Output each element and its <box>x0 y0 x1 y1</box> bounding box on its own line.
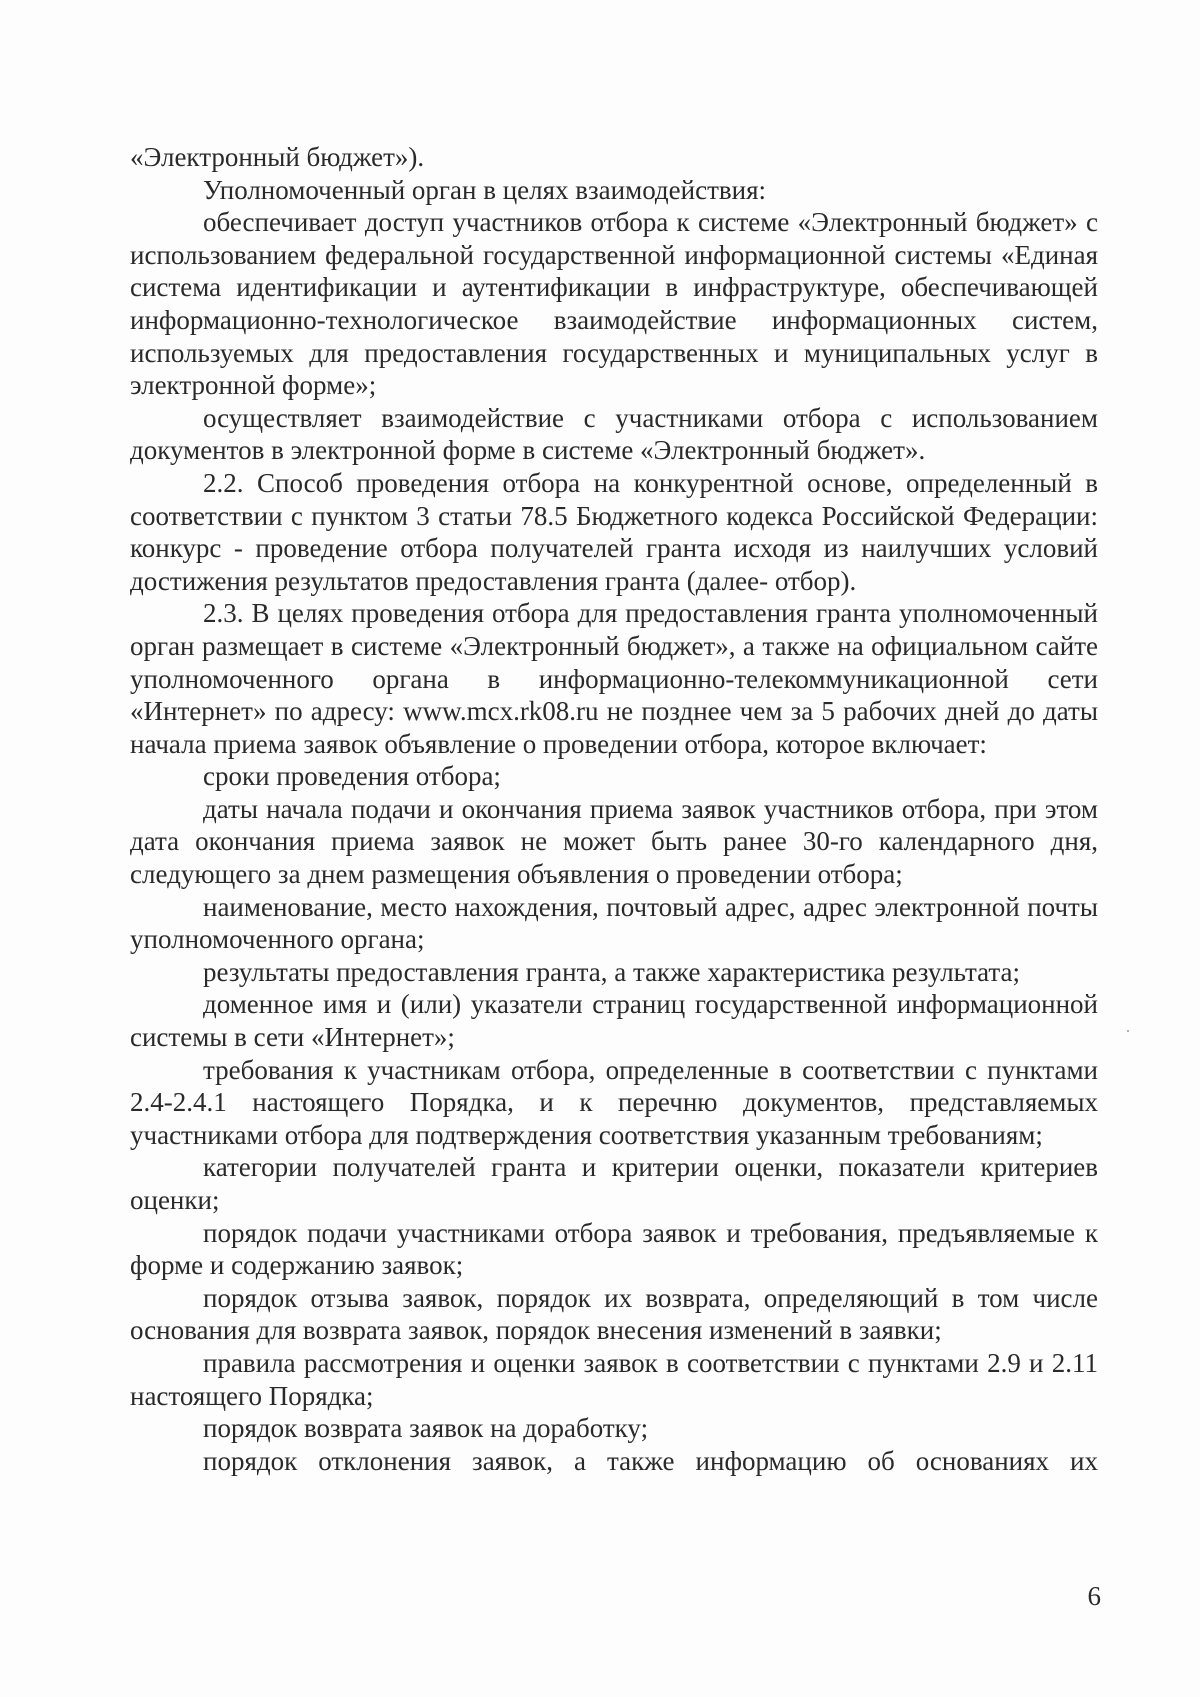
paragraph-interaction-intro: Уполномоченный орган в целях взаимодействия: <box>203 174 766 205</box>
list-item-review-rules: правила рассмотрения и оценки заявок в соответствии с пунктами 2.9 и 2.11 настоящего Порядка; <box>130 1347 1098 1411</box>
list-item-withdrawal: порядок отзыва заявок, порядок их возврата, определяющий в том числе основания для возврата заявок, порядок внесения изменений в заявки; <box>130 1282 1098 1346</box>
list-item-categories: категории получателей гранта и критерии оценки, показатели критериев оценки; <box>130 1152 1098 1215</box>
list-item-requirements: требования к участникам отбора, определенные в соответствии с пунктами 2.4-2.4.1 настоящего Порядка, и к перечню документов, представляемых участниками отбора для подтверждения соответствия указанным требованиям; <box>130 1054 1098 1150</box>
scan-speck <box>1127 1030 1129 1032</box>
paragraph-continuation: «Электронный бюджет»). <box>130 142 425 172</box>
list-item-rejection: порядок отклонения заявок, а также информацию об основаниях их <box>203 1445 1098 1476</box>
document-body <box>130 141 1098 1477</box>
list-item-contacts: наименование, место нахождения, почтовый адрес, адрес электронной почты уполномоченного органа; <box>130 891 1098 955</box>
list-item-submission: порядок подачи участниками отбора заявок и требования, предъявляемые к форме и содержанию заявок; <box>130 1217 1098 1281</box>
paragraph-2-3: 2.3. В целях проведения отбора для предоставления гранта уполномоченный орган размещает в системе «Электронный бюджет», а также на официальном сайте уполномоченного органа в информационно-телекоммуникационной сети «Интернет» по адресу: www.mcx.rk08.ru не позднее чем за 5 рабочих дней до даты начала приема заявок объявление о проведении отбора, которое включает: <box>130 598 1098 759</box>
list-item-terms: сроки проведения отбора; <box>203 761 501 792</box>
paragraph-access: обеспечивает доступ участников отбора к системе «Электронный бюджет» с использованием федеральной государственной информационной системы «Единая система идентификации и аутентификации в инфраструктуре, обеспечивающей информационно-технологическое взаимодействие информационных систем, используемых для предоставления государственных и муниципальных услуг в электронной форме»; <box>130 207 1098 401</box>
list-item-rework: порядок возврата заявок на доработку; <box>203 1413 649 1444</box>
list-item-dates: даты начала подачи и окончания приема заявок участников отбора, при этом дата окончания приема заявок не может быть ранее 30-го календарного дня, следующего за днем размещения объявления о проведении отбора; <box>130 793 1098 890</box>
list-item-results: результаты предоставления гранта, а также характеристика результата; <box>203 956 1021 987</box>
page-number: 6 <box>1087 1581 1101 1611</box>
paragraph-2-2: 2.2. Способ проведения отбора на конкурентной основе, определенный в соответствии с пунктом 3 статьи 78.5 Бюджетного кодекса Российской Федерации: конкурс - проведение отбора получателей гранта исходя из наилучших условий достижения результатов предоставления гранта (далее- отбор). <box>130 467 1098 596</box>
list-item-domain: доменное имя и (или) указатели страниц государственной информационной системы в сети «Интернет»; <box>130 989 1098 1053</box>
paragraph-interaction: осуществляет взаимодействие с участниками отбора с использованием документов в электронной форме в системе «Электронный бюджет». <box>130 402 1098 466</box>
